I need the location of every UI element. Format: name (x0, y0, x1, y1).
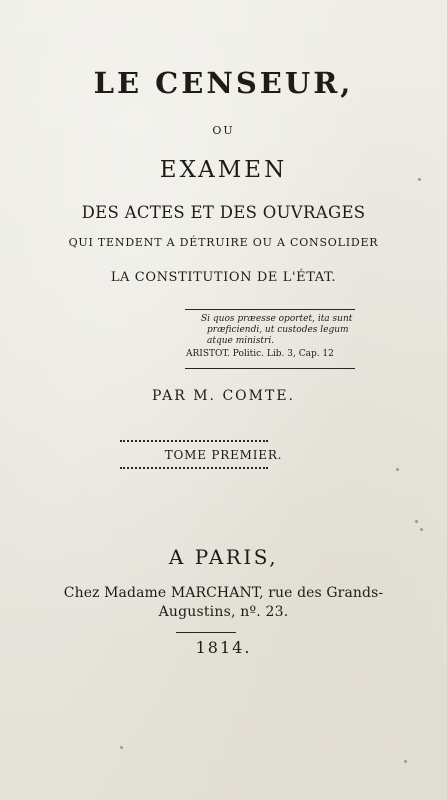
volume-top-ornament (120, 440, 268, 444)
book-title: LE CENSEUR, (93, 66, 354, 100)
paper-spot (396, 468, 399, 471)
paper-spot (404, 760, 407, 763)
paper-spot (418, 178, 421, 181)
subtitle-line-2: QUI TENDENT A DÉTRUIRE OU A CONSOLIDER (68, 236, 379, 249)
epigraph-bottom-rule (185, 368, 355, 369)
epigraph (201, 314, 371, 347)
imprint-year: 1814. (195, 638, 252, 657)
volume-bottom-ornament (120, 467, 268, 471)
paper-spot (420, 528, 423, 531)
year-rule (176, 632, 236, 633)
epigraph-line-2: præficiendi, ut custodes legum (207, 325, 349, 335)
subtitle-line-3: LA CONSTITUTION DE L'ÉTAT. (110, 270, 337, 285)
subtitle-main: EXAMEN (159, 157, 288, 183)
epigraph-top-rule (185, 309, 355, 310)
volume-label: TOME PREMIER. (164, 448, 283, 462)
epigraph-citation: ARISTOT. Politic. Lib. 3, Cap. 12 (186, 349, 334, 359)
epigraph-line-1: Si quos præesse oportet, ita sunt (201, 314, 353, 324)
epigraph-line-3: atque ministri. (207, 336, 275, 346)
imprint-publisher-line-2: Augustins, nº. 23. (158, 604, 289, 620)
paper-spot (415, 520, 418, 523)
author-line: PAR M. COMTE. (151, 388, 295, 404)
paper-spot (120, 746, 123, 749)
imprint-publisher-line-1: Chez Madame MARCHANT, rue des Grands- (63, 585, 384, 601)
title-connector: OU (212, 124, 235, 137)
imprint-place: A PARIS, (168, 545, 279, 569)
subtitle-line-1: DES ACTES ET DES OUVRAGES (81, 203, 366, 222)
